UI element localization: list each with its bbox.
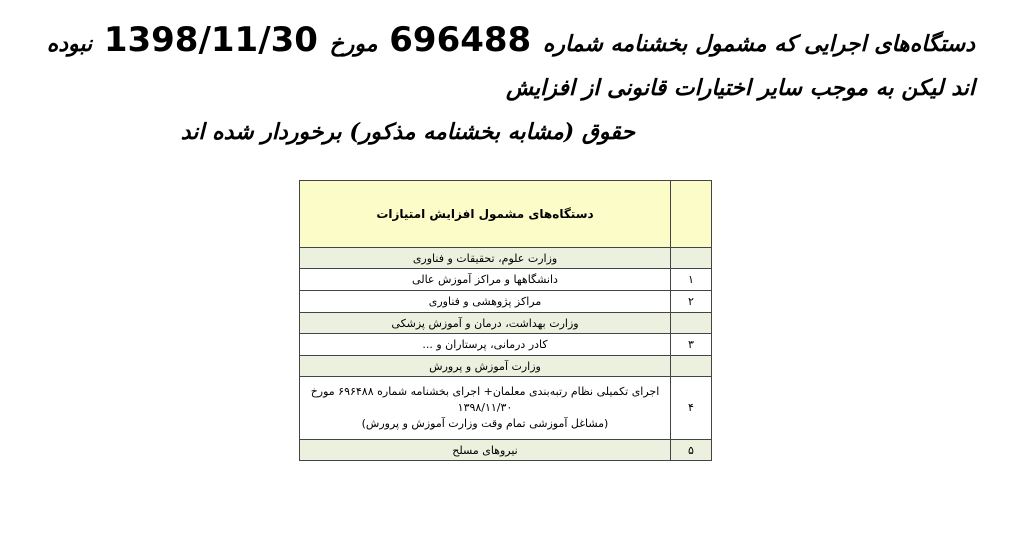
row-index: ۵ [671, 440, 712, 461]
row-label-multiline [300, 377, 671, 440]
heading-text-line2: حقوق (مشابه بخشنامه مذکور) برخوردار شده اند [180, 119, 635, 145]
table-row [300, 377, 712, 440]
row-index [671, 313, 712, 334]
page-heading [30, 18, 975, 154]
row-index: ۳ [671, 334, 712, 356]
row-label: وزارت آموزش و پرورش [300, 356, 671, 377]
heading-text-part1: دستگاه‌های اجرایی که مشمول بخشنامه شماره [542, 31, 975, 57]
table-header: دستگاه‌های مشمول افزایش امتیازات [300, 181, 671, 248]
row-label: وزارت علوم، تحقیقات و فناوری [300, 248, 671, 269]
circular-date: 1398/11/30 [103, 20, 318, 60]
table-row-category [300, 440, 712, 461]
table-row-category [300, 248, 712, 269]
circular-number: 696488 [389, 20, 532, 60]
row-label: کادر درمانی، پرستاران و ... [300, 334, 671, 356]
row-label: مراکز پژوهشی و فناوری [300, 291, 671, 313]
row-label-line3: (مشاغل آموزشی تمام وقت وزارت آموزش و پرورش) [361, 417, 609, 430]
row-label: نیروهای مسلح [300, 440, 671, 461]
table-row-category [300, 313, 712, 334]
table-row [300, 291, 712, 313]
organizations-table [299, 180, 712, 461]
row-label-line2: ۱۳۹۸/۱۱/۳۰ [457, 401, 513, 414]
table-row [300, 334, 712, 356]
heading-text-part2: مورخ [329, 31, 378, 57]
heading-text-part3: نبوده اند لیکن به موجب سایر اختیارات قانونی از افزایش [46, 31, 975, 101]
table-header-row [300, 181, 712, 248]
table-row [300, 269, 712, 291]
header-index-cell [671, 181, 712, 248]
table-row-category [300, 356, 712, 377]
row-label-line1: اجرای تکمیلی نظام رتبه‌بندی معلمان+ اجرای بخشنامه شماره ۶۹۶۴۸۸ مورخ [310, 385, 660, 398]
row-index [671, 356, 712, 377]
row-index: ۴ [671, 377, 712, 440]
row-label: دانشگاهها و مراکز آموزش عالی [300, 269, 671, 291]
row-index [671, 248, 712, 269]
row-index: ۱ [671, 269, 712, 291]
row-label: وزارت بهداشت، درمان و آموزش پزشکی [300, 313, 671, 334]
row-index: ۲ [671, 291, 712, 313]
